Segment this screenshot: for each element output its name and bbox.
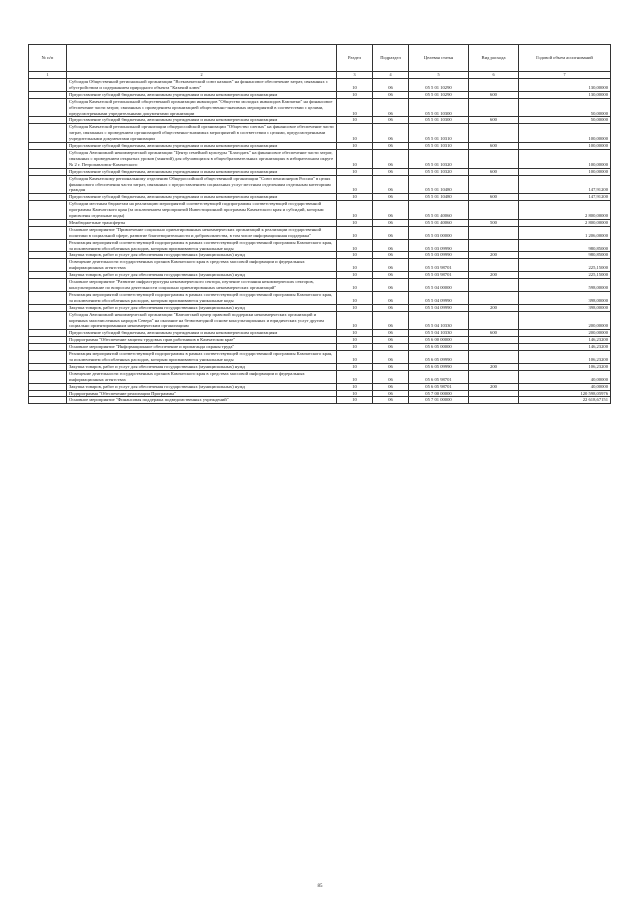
row-subsection: 06 — [373, 194, 409, 201]
row-target-article: 05 5 01 10300 — [409, 98, 469, 117]
row-amount: 598,00000 — [519, 279, 611, 292]
table-row — [29, 143, 611, 150]
table-row — [29, 117, 611, 124]
row-section: 10 — [337, 390, 373, 397]
index-cell: 4 — [373, 72, 409, 79]
row-name: Межбюджетные трансферты — [67, 219, 337, 226]
row-expense-type: 200 — [469, 383, 519, 390]
table-row — [29, 79, 611, 92]
row-subsection: 06 — [373, 337, 409, 344]
row-subsection: 06 — [373, 98, 409, 117]
row-amount: 225,15000 — [519, 272, 611, 279]
row-section: 10 — [337, 79, 373, 92]
row-expense-type: 600 — [469, 91, 519, 98]
table-row — [29, 252, 611, 259]
row-amount: 22 618,67151 — [519, 397, 611, 404]
row-section: 10 — [337, 175, 373, 194]
row-target-article: 05 6 00 00000 — [409, 337, 469, 344]
row-expense-type: 600 — [469, 194, 519, 201]
row-target-article: 05 5 04 00000 — [409, 279, 469, 292]
row-amount: 980,85000 — [519, 252, 611, 259]
row-target-article: 05 6 05 09990 — [409, 363, 469, 370]
row-section: 10 — [337, 330, 373, 337]
table-row — [29, 344, 611, 351]
row-number — [29, 124, 67, 143]
row-target-article: 05 5 04 09990 — [409, 304, 469, 311]
table-row — [29, 330, 611, 337]
row-expense-type — [469, 344, 519, 351]
table-row — [29, 124, 611, 143]
table-header-row — [29, 45, 611, 72]
row-amount: 147,91200 — [519, 175, 611, 194]
table-row — [29, 383, 611, 390]
row-amount: 106,23200 — [519, 351, 611, 364]
row-expense-type — [469, 390, 519, 397]
row-expense-type — [469, 370, 519, 383]
row-section: 10 — [337, 252, 373, 259]
table-row — [29, 291, 611, 304]
row-section: 10 — [337, 370, 373, 383]
row-subsection: 06 — [373, 124, 409, 143]
row-target-article: 05 5 03 00000 — [409, 226, 469, 239]
table-row — [29, 91, 611, 98]
row-name: Предоставление субсидий бюджетным, автономным учреждениям и иным некоммерческим организациям — [67, 91, 337, 98]
row-section: 10 — [337, 344, 373, 351]
row-subsection: 06 — [373, 291, 409, 304]
table-row — [29, 351, 611, 364]
row-amount: 146,23200 — [519, 344, 611, 351]
row-number — [29, 311, 67, 330]
row-expense-type — [469, 351, 519, 364]
row-number — [29, 344, 67, 351]
table-row — [29, 311, 611, 330]
row-expense-type — [469, 149, 519, 168]
row-amount: 50,00000 — [519, 117, 611, 124]
row-subsection: 06 — [373, 259, 409, 272]
table-row — [29, 219, 611, 226]
header-subsection: Подраздел — [373, 45, 409, 72]
row-name: Закупка товаров, работ и услуг для обеспечения государственных (муниципальных) нужд — [67, 363, 337, 370]
row-amount: 398,00000 — [519, 291, 611, 304]
row-name: Субсидия Камчатскому региональному отделению Общероссийской общественной организации "Союз пенсионеров России" в целях финансового обеспечения части затрат, связанных с предоставлением социальных услуг местным отделениям отдельным категориям граждан — [67, 175, 337, 194]
row-target-article: 05 5 04 09990 — [409, 291, 469, 304]
row-amount: 100,00000 — [519, 143, 611, 150]
row-name: Закупка товаров, работ и услуг для обеспечения государственных (муниципальных) нужд — [67, 304, 337, 311]
table-row — [29, 370, 611, 383]
budget-table — [28, 44, 611, 404]
row-number — [29, 226, 67, 239]
row-section: 10 — [337, 194, 373, 201]
row-section: 10 — [337, 219, 373, 226]
row-expense-type — [469, 291, 519, 304]
row-name: Закупка товаров, работ и услуг для обеспечения государственных (муниципальных) нужд — [67, 272, 337, 279]
row-target-article: 05 6 05 00000 — [409, 344, 469, 351]
row-number — [29, 98, 67, 117]
row-expense-type — [469, 124, 519, 143]
column-index-row — [29, 72, 611, 79]
row-amount: 225,15000 — [519, 259, 611, 272]
index-cell: 6 — [469, 72, 519, 79]
row-name: Закупка товаров, работ и услуг для обеспечения государственных (муниципальных) нужд — [67, 252, 337, 259]
index-cell: 7 — [519, 72, 611, 79]
row-number — [29, 397, 67, 404]
row-section: 10 — [337, 337, 373, 344]
row-subsection: 06 — [373, 143, 409, 150]
row-number — [29, 390, 67, 397]
row-target-article: 05 5 04 10330 — [409, 311, 469, 330]
row-expense-type: 200 — [469, 252, 519, 259]
row-subsection: 06 — [373, 351, 409, 364]
row-subsection: 06 — [373, 91, 409, 98]
row-target-article: 05 5 01 40060 — [409, 219, 469, 226]
index-cell: 5 — [409, 72, 469, 79]
table-row — [29, 390, 611, 397]
row-amount: 100,00000 — [519, 124, 611, 143]
row-subsection: 06 — [373, 279, 409, 292]
table-row — [29, 168, 611, 175]
row-target-article: 05 5 03 98701 — [409, 259, 469, 272]
row-subsection: 06 — [373, 311, 409, 330]
table-row — [29, 279, 611, 292]
row-subsection: 06 — [373, 272, 409, 279]
row-name: Субсидия Общественной региональной организации "Всекамчатский союз казаков" на финансовое обеспечение затрат, связанных с обустройством и содержанием природного объекта "Казачий ключ" — [67, 79, 337, 92]
row-section: 10 — [337, 304, 373, 311]
index-cell: 1 — [29, 72, 67, 79]
row-expense-type: 600 — [469, 168, 519, 175]
row-amount: 120 598,05976 — [519, 390, 611, 397]
row-section: 10 — [337, 272, 373, 279]
row-name: Основное мероприятие "Информационное обеспечение и пропаганда охраны труда" — [67, 344, 337, 351]
row-number — [29, 117, 67, 124]
table-row — [29, 397, 611, 404]
row-section: 10 — [337, 91, 373, 98]
row-target-article: 05 7 00 00000 — [409, 390, 469, 397]
row-target-article: 05 5 01 40060 — [409, 201, 469, 220]
row-subsection: 06 — [373, 390, 409, 397]
row-name: Предоставление субсидий бюджетным, автономным учреждениям и иным некоммерческим организациям — [67, 168, 337, 175]
row-target-article: 05 5 01 10310 — [409, 143, 469, 150]
row-number — [29, 259, 67, 272]
row-name: Предоставление субсидий бюджетным, автономным учреждениям и иным некоммерческим организациям — [67, 330, 337, 337]
row-subsection: 06 — [373, 397, 409, 404]
row-name: Основное мероприятие "Развитие инфраструктуры некоммерческого сектора, изучение состояния некоммерческих секторов, консультирование по вопросам деятельности социально ориентированных некоммерческих организаций" — [67, 279, 337, 292]
row-section: 10 — [337, 168, 373, 175]
row-subsection: 06 — [373, 117, 409, 124]
row-number — [29, 149, 67, 168]
row-subsection: 06 — [373, 239, 409, 252]
header-number: № п/п — [29, 45, 67, 72]
table-row — [29, 194, 611, 201]
table-row — [29, 98, 611, 117]
row-name: Закупка товаров, работ и услуг для обеспечения государственных (муниципальных) нужд — [67, 383, 337, 390]
row-target-article: 05 5 01 10480 — [409, 175, 469, 194]
row-name: Освещение деятельности государственных органов Камчатского края в средствах массовой информации и федеральных информационных агентствах — [67, 259, 337, 272]
row-number — [29, 363, 67, 370]
row-amount: 1 206,00000 — [519, 226, 611, 239]
row-name: Подпрограмма "Обеспечение реализации Программы" — [67, 390, 337, 397]
row-section: 10 — [337, 117, 373, 124]
row-section: 10 — [337, 383, 373, 390]
row-subsection: 06 — [373, 304, 409, 311]
row-expense-type — [469, 337, 519, 344]
header-expense-type: Вид расхода — [469, 45, 519, 72]
row-name: Реализация мероприятий соответствующей подпрограммы в рамках соответствующей государственной программы Камчатского края, за исключением обособленных расходов, которым присваиваются уникальные коды — [67, 291, 337, 304]
index-cell: 2 — [67, 72, 337, 79]
row-section: 10 — [337, 279, 373, 292]
row-amount: 130,00000 — [519, 91, 611, 98]
row-name: Освещение деятельности государственных органов Камчатского края в средствах массовой информации и федеральных информационных агентствах — [67, 370, 337, 383]
row-number — [29, 370, 67, 383]
row-number — [29, 291, 67, 304]
table-row — [29, 363, 611, 370]
row-amount: 130,00000 — [519, 79, 611, 92]
row-section: 10 — [337, 351, 373, 364]
row-target-article: 05 5 01 10300 — [409, 117, 469, 124]
row-section: 10 — [337, 124, 373, 143]
row-expense-type: 600 — [469, 117, 519, 124]
row-number — [29, 79, 67, 92]
row-subsection: 06 — [373, 201, 409, 220]
row-amount: 146,23200 — [519, 337, 611, 344]
row-expense-type: 200 — [469, 272, 519, 279]
row-section: 10 — [337, 149, 373, 168]
row-target-article: 05 5 01 10480 — [409, 194, 469, 201]
row-amount: 106,23200 — [519, 363, 611, 370]
row-name: Основное мероприятие "Финансовая поддержка подведомственных учреждений" — [67, 397, 337, 404]
table-row — [29, 337, 611, 344]
row-name: Субсидия Автономной некоммерческой организации "Центр семейной культуры "Благодать" на финансовое обеспечение части затрат, связанных с проведением открытых уроков (занятий) для обучающихся в общеобразовательных организациях в избирательном округе № 2 г. Петропавловск-Камчатского — [67, 149, 337, 168]
row-expense-type — [469, 201, 519, 220]
row-expense-type — [469, 175, 519, 194]
row-target-article: 05 5 01 10290 — [409, 79, 469, 92]
row-name: Субсидии местным бюджетам на реализацию мероприятий соответствующей подпрограммы соответствующей государственной программы Камчатского края (за исключением мероприятий Инвестиционной программы Камчатского края и субсидий, которым присвоены отдельные коды) — [67, 201, 337, 220]
row-expense-type — [469, 98, 519, 117]
header-name — [67, 45, 337, 72]
header-annual-amount: Годовой объем ассигнований — [519, 45, 611, 72]
row-section: 10 — [337, 143, 373, 150]
row-expense-type — [469, 239, 519, 252]
row-subsection: 06 — [373, 252, 409, 259]
row-subsection: 06 — [373, 219, 409, 226]
row-target-article: 05 7 01 00000 — [409, 397, 469, 404]
index-cell: 3 — [337, 72, 373, 79]
row-expense-type — [469, 311, 519, 330]
row-number — [29, 239, 67, 252]
row-expense-type — [469, 259, 519, 272]
row-subsection: 06 — [373, 79, 409, 92]
row-amount: 2 800,00000 — [519, 219, 611, 226]
table-row — [29, 259, 611, 272]
row-amount: 40,00000 — [519, 370, 611, 383]
row-number — [29, 351, 67, 364]
row-subsection: 06 — [373, 344, 409, 351]
row-target-article: 05 6 05 98701 — [409, 370, 469, 383]
row-target-article: 05 5 04 10330 — [409, 330, 469, 337]
row-number — [29, 168, 67, 175]
row-name: Подпрограмма "Обеспечение защиты трудовых прав работников в Камчатском крае" — [67, 337, 337, 344]
table-row — [29, 226, 611, 239]
row-target-article: 05 6 05 98701 — [409, 383, 469, 390]
row-expense-type: 500 — [469, 219, 519, 226]
row-section: 10 — [337, 239, 373, 252]
row-name: Предоставление субсидий бюджетным, автономным учреждениям и иным некоммерческим организациям — [67, 143, 337, 150]
row-section: 10 — [337, 201, 373, 220]
row-name: Субсидия Камчатской региональной общественной организации инвалидов "Общество молодых инвалидов Камчатки" на финансовое обеспечение части затрат, связанных с проведением организацией общественно-значимых мероприятий в соответствии с целями, предусмотренными учредительными документами организации — [67, 98, 337, 117]
row-name: Основное мероприятие "Привлечение социально ориентированных некоммерческих организаций к реализации государственной политики в социальной сфере, развитие благотворительности и добровольчества, в том числе информационная поддержка" — [67, 226, 337, 239]
row-number — [29, 91, 67, 98]
row-number — [29, 252, 67, 259]
row-section: 10 — [337, 397, 373, 404]
row-amount: 147,91200 — [519, 194, 611, 201]
row-subsection: 06 — [373, 175, 409, 194]
row-name: Реализация мероприятий соответствующей подпрограммы в рамках соответствующей государственной программы Камчатского края, за исключением обособленных расходов, которым присваиваются уникальные коды — [67, 239, 337, 252]
row-target-article: 05 5 01 10310 — [409, 124, 469, 143]
row-target-article: 05 6 05 09990 — [409, 351, 469, 364]
row-number — [29, 201, 67, 220]
row-amount: 980,85000 — [519, 239, 611, 252]
row-amount: 200,00000 — [519, 330, 611, 337]
row-number — [29, 383, 67, 390]
row-section: 10 — [337, 226, 373, 239]
row-section: 10 — [337, 98, 373, 117]
row-expense-type: 600 — [469, 330, 519, 337]
row-amount: 40,00000 — [519, 383, 611, 390]
row-expense-type: 600 — [469, 143, 519, 150]
row-expense-type — [469, 226, 519, 239]
table-row — [29, 272, 611, 279]
row-number — [29, 175, 67, 194]
header-target-article: Целевая статья — [409, 45, 469, 72]
row-subsection: 06 — [373, 149, 409, 168]
row-subsection: 06 — [373, 330, 409, 337]
row-section: 10 — [337, 259, 373, 272]
table-row — [29, 149, 611, 168]
table-row — [29, 175, 611, 194]
table-body — [29, 72, 611, 404]
row-subsection: 06 — [373, 363, 409, 370]
row-section: 10 — [337, 311, 373, 330]
row-amount: 200,00000 — [519, 311, 611, 330]
row-subsection: 06 — [373, 226, 409, 239]
row-expense-type — [469, 397, 519, 404]
row-number — [29, 330, 67, 337]
row-target-article: 05 5 01 10290 — [409, 91, 469, 98]
row-section: 10 — [337, 363, 373, 370]
row-amount: 100,00000 — [519, 168, 611, 175]
row-subsection: 06 — [373, 370, 409, 383]
row-number — [29, 304, 67, 311]
page-number: 85 — [317, 884, 323, 889]
row-expense-type — [469, 79, 519, 92]
row-subsection: 06 — [373, 168, 409, 175]
row-number — [29, 272, 67, 279]
row-expense-type: 200 — [469, 304, 519, 311]
table-row — [29, 304, 611, 311]
row-target-article: 05 5 01 10320 — [409, 168, 469, 175]
row-name: Предоставление субсидий бюджетным, автономным учреждениям и иным некоммерческим организациям — [67, 117, 337, 124]
row-target-article: 05 5 03 09990 — [409, 252, 469, 259]
row-amount: 50,00000 — [519, 98, 611, 117]
row-name: Субсидия Камчатской региональной организации общероссийской организации "Общество слепых" на финансовое обеспечение части затрат, связанных с проведением организацией общественно-значимых мероприятий в соответствии с целями, предусмотренными учредительными документами организации — [67, 124, 337, 143]
row-number — [29, 143, 67, 150]
row-subsection: 06 — [373, 383, 409, 390]
row-target-article: 05 5 03 98701 — [409, 272, 469, 279]
row-amount: 398,00000 — [519, 304, 611, 311]
row-target-article: 05 5 01 10320 — [409, 149, 469, 168]
row-expense-type: 200 — [469, 363, 519, 370]
row-name: Предоставление субсидий бюджетным, автономным учреждениям и иным некоммерческим организациям — [67, 194, 337, 201]
budget-table-page — [28, 44, 610, 404]
table-row — [29, 239, 611, 252]
row-number — [29, 279, 67, 292]
row-target-article: 05 5 03 09990 — [409, 239, 469, 252]
row-name: Субсидия Автономной некоммерческой организации "Камчатский центр правовой поддержки некоммерческих организаций и коренных малочисленных народов Севера" на оказание на безвозмездной основе консультационных и юридических услуг другим социально ориентированным некоммерческим организациям — [67, 311, 337, 330]
row-amount: 100,00000 — [519, 149, 611, 168]
row-amount: 2 800,00000 — [519, 201, 611, 220]
row-expense-type — [469, 279, 519, 292]
row-number — [29, 194, 67, 201]
row-section: 10 — [337, 291, 373, 304]
row-name: Реализация мероприятий соответствующей подпрограммы в рамках соответствующей государственной программы Камчатского края, за исключением обособленных расходов, которым присваиваются уникальные коды — [67, 351, 337, 364]
header-section: Раздел — [337, 45, 373, 72]
table-row — [29, 201, 611, 220]
row-number — [29, 337, 67, 344]
row-number — [29, 219, 67, 226]
